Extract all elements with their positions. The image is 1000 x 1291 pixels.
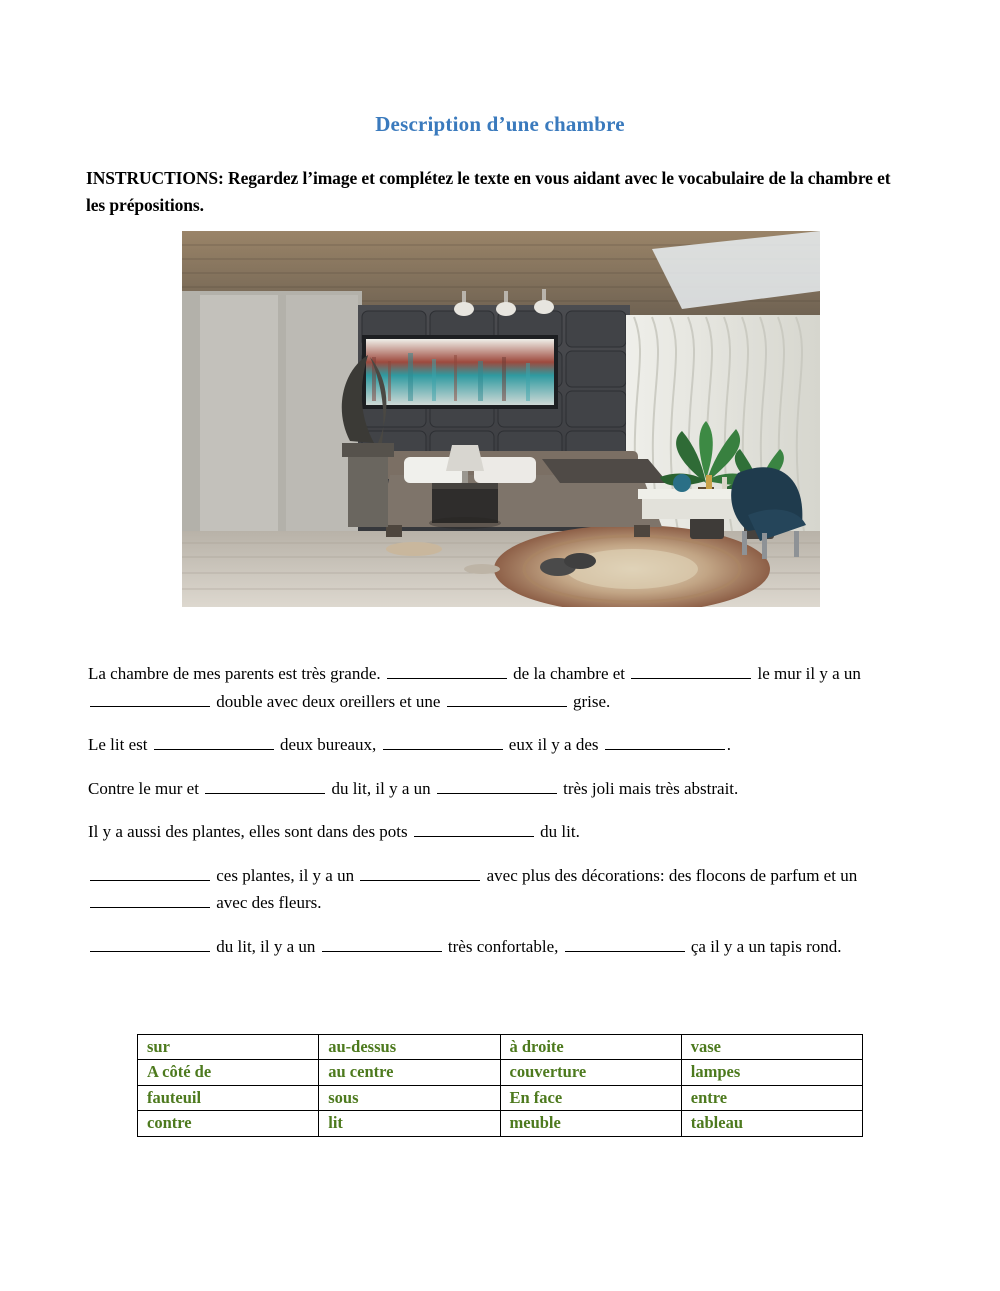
word-cell[interactable]: contre (138, 1111, 319, 1136)
word-cell[interactable]: En face (500, 1085, 681, 1110)
text-segment: grise. (572, 691, 611, 711)
text-segment: deux bureaux, (279, 735, 377, 755)
blank-field[interactable] (383, 733, 503, 750)
text-segment: avec plus des décorations: des flocons de parfum et un (486, 865, 858, 885)
bedroom-illustration (182, 231, 820, 607)
paragraph-4 (88, 818, 914, 846)
page-title: Description d’une chambre (375, 112, 625, 136)
word-cell[interactable]: sous (319, 1085, 500, 1110)
text-segment: du lit. (540, 822, 580, 842)
blank-field[interactable] (205, 776, 325, 793)
blank-field[interactable] (90, 891, 210, 908)
paragraph-2 (88, 731, 914, 759)
word-cell[interactable]: sur (138, 1035, 319, 1060)
text-segment: La chambre de mes parents est très grande. (88, 664, 381, 683)
paragraph-1 (88, 660, 914, 715)
word-bank-table (137, 1034, 863, 1137)
text-segment: double avec deux oreillers et une (216, 691, 441, 711)
text-segment: de la chambre et (513, 664, 626, 683)
word-cell[interactable]: au-dessus (319, 1035, 500, 1060)
text-segment: ça il y a un tapis rond. (690, 936, 842, 956)
table-row (138, 1085, 863, 1110)
word-cell[interactable]: au centre (319, 1060, 500, 1085)
text-segment: très joli mais très abstrait. (563, 778, 739, 798)
text-segment: le mur il y a un (757, 664, 861, 683)
text-segment: Il y a aussi des plantes, elles sont dans des pots (88, 822, 408, 842)
blank-field[interactable] (90, 935, 210, 952)
blank-field[interactable] (437, 776, 557, 793)
word-cell[interactable]: lampes (681, 1060, 862, 1085)
table-row (138, 1060, 863, 1085)
text-segment: du lit, il y a un (331, 778, 431, 798)
table-row (138, 1111, 863, 1136)
blank-field[interactable] (90, 864, 210, 881)
word-cell[interactable]: lit (319, 1111, 500, 1136)
exercise-text (88, 660, 914, 960)
text-segment: du lit, il y a un (216, 936, 316, 956)
blank-field[interactable] (565, 935, 685, 952)
blank-field[interactable] (360, 864, 480, 881)
blank-field[interactable] (90, 689, 210, 706)
word-cell[interactable]: à droite (500, 1035, 681, 1060)
paragraph-3 (88, 775, 914, 803)
word-cell[interactable]: entre (681, 1085, 862, 1110)
blank-field[interactable] (322, 935, 442, 952)
word-cell[interactable]: meuble (500, 1111, 681, 1136)
paragraph-6 (88, 933, 914, 961)
instructions-text: INSTRUCTIONS: Regardez l’image et complétez le texte en vous aidant avec le vocabulaire de la chambre et les prépositions. (86, 168, 891, 215)
paragraph-5 (88, 862, 914, 917)
word-cell[interactable]: couverture (500, 1060, 681, 1085)
word-cell[interactable]: fauteuil (138, 1085, 319, 1110)
blank-field[interactable] (414, 820, 534, 837)
bedroom-photo (182, 231, 820, 607)
text-segment: très confortable, (447, 936, 559, 956)
word-cell[interactable]: vase (681, 1035, 862, 1060)
word-cell[interactable]: tableau (681, 1111, 862, 1136)
word-cell[interactable]: A côté de (138, 1060, 319, 1085)
text-segment: ces plantes, il y a un (216, 865, 355, 885)
text-segment: Le lit est (88, 735, 148, 755)
text-segment: Contre le mur et (88, 778, 199, 798)
blank-field[interactable] (387, 662, 507, 679)
blank-field[interactable] (447, 689, 567, 706)
text-segment: eux il y a des (508, 735, 599, 755)
blank-field[interactable] (605, 733, 725, 750)
blank-field[interactable] (154, 733, 274, 750)
blank-field[interactable] (631, 662, 751, 679)
table-row (138, 1035, 863, 1060)
text-segment: . (726, 735, 731, 755)
text-segment: avec des fleurs. (216, 893, 322, 913)
